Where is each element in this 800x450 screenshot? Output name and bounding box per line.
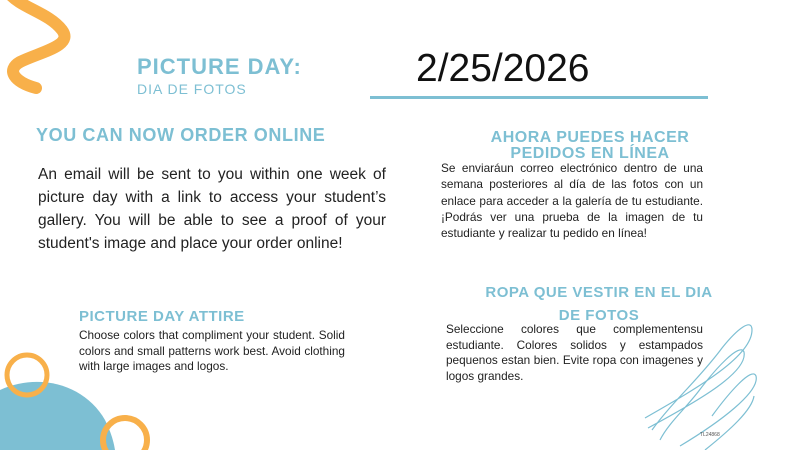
picture-day-date: 2/25/2026: [416, 47, 590, 90]
page-subtitle: DIA DE FOTOS: [137, 81, 247, 97]
orange-squiggle-icon: [8, 0, 65, 88]
attire-body: Choose colors that compliment your student. Solid colors and small patterns work best. Avoid clothing with large images and logos.: [79, 328, 345, 373]
order-online-body-es: Se enviaráun correo electrónico dentro de una semana posteriores al día de las fotos con un enlace para acceder a la galería de tu estudiante. ¡Podrás ver una prueba de la imagen de tu estudiante y realizar tu pedido en línea!: [441, 161, 703, 241]
date-underline: [370, 96, 708, 99]
attire-heading-es: ROPA QUE VESTIR EN EL DIA DE FOTOS: [485, 284, 713, 324]
attire-heading: PICTURE DAY ATTIRE: [79, 308, 245, 325]
attire-body-es: Seleccione colores que complementensu estudiante. Colores solidos y estampados pequenos estan bien. Evite ropa con imagenes y logos grandes.: [446, 322, 703, 383]
page-title: PICTURE DAY:: [137, 54, 302, 79]
order-online-heading: YOU CAN NOW ORDER ONLINE: [36, 125, 326, 145]
footer-code: TL24868: [700, 432, 720, 438]
order-online-body: An email will be sent to you within one week of picture day with a link to access your student’s gallery. You will be able to see a proof of your student's image and place your order online!: [38, 166, 386, 252]
order-online-heading-es: AHORA PUEDES HACER PEDIDOS EN LÍNEA: [490, 129, 690, 162]
